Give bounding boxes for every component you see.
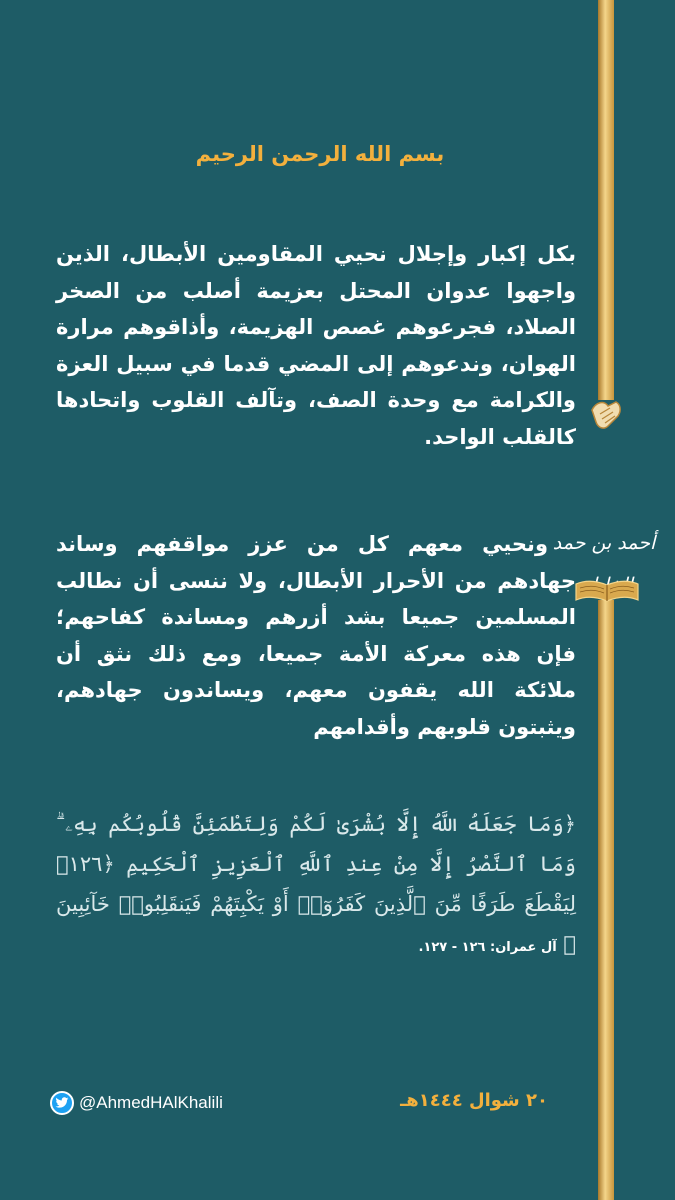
quran-close-bracket: ﴾	[563, 932, 576, 956]
hijri-date: ٢٠ شوال ١٤٤٤هـ	[400, 1090, 548, 1111]
quran-citation: آل عمران: ١٢٦ - ١٢٧.	[418, 940, 557, 955]
quran-verse-block	[56, 804, 576, 968]
quran-verse-text: وَمَا جَعَلَهُ اللَّهُ إِلَّا بُشْرَىٰ لَكُمْ وَلِتَطْمَئِنَّ قُلُوبُكُم بِهِۦ ۗ وَمَا ٱلنَّصْرُ إِلَّا مِنْ عِندِ ٱللَّهِ ٱلْعَزِيزِ ٱلْحَكِيمِ ﴿١٢٦﴾ لِيَقْطَعَ طَرَفًا مِّنَ ٱلَّذِينَ كَفَرُوٓا۟ أَوْ يَكْبِتَهُمْ فَيَنقَلِبُوا۟ خَآئِبِينَ	[56, 812, 576, 916]
open-book-icon	[572, 576, 642, 604]
quran-open-bracket: ﴿	[563, 812, 576, 836]
paragraph-1: بكل إكبار وإجلال نحيي المقاومين الأبطال، الذين واجهوا عدوان المحتل بعزيمة أصلب من الصخر الصلاد، فجرعوهم غصص الهزيمة، وأذاقوهم مرارة الهوان، وندعوهم إلى المضي قدما في سبيل العزة والكرامة مع وحدة الصف، وتآلف القلوب واتحادها كالقلب الواحد.	[56, 242, 576, 449]
author-signature: أحمد بن حمد	[552, 532, 656, 554]
handshake-icon	[586, 392, 626, 438]
twitter-handle-link[interactable]	[50, 1090, 223, 1116]
basmala-heading: بسم الله الرحمن الرحيم	[195, 142, 445, 166]
twitter-handle-text: @AhmedHAlKhalili	[79, 1093, 223, 1112]
paragraph-2: ونحيي معهم كل من عزز مواقفهم وساند جهادهم من الأحرار الأبطال، ولا ننسى أن نطالب المسلمين جميعا بشد أزرهم ومساندة كفاحهم؛ فإن هذه معركة الأمة جميعا، ومع ذلك نثق أن ملائكة الله يقفون معهم، ويساندون جهادهم، ويثبتون قلوبهم وأقدامهم	[56, 532, 576, 739]
twitter-bird-icon	[50, 1091, 74, 1115]
gold-vertical-bar-top	[598, 0, 614, 400]
gold-vertical-bar-bottom	[598, 600, 614, 1200]
